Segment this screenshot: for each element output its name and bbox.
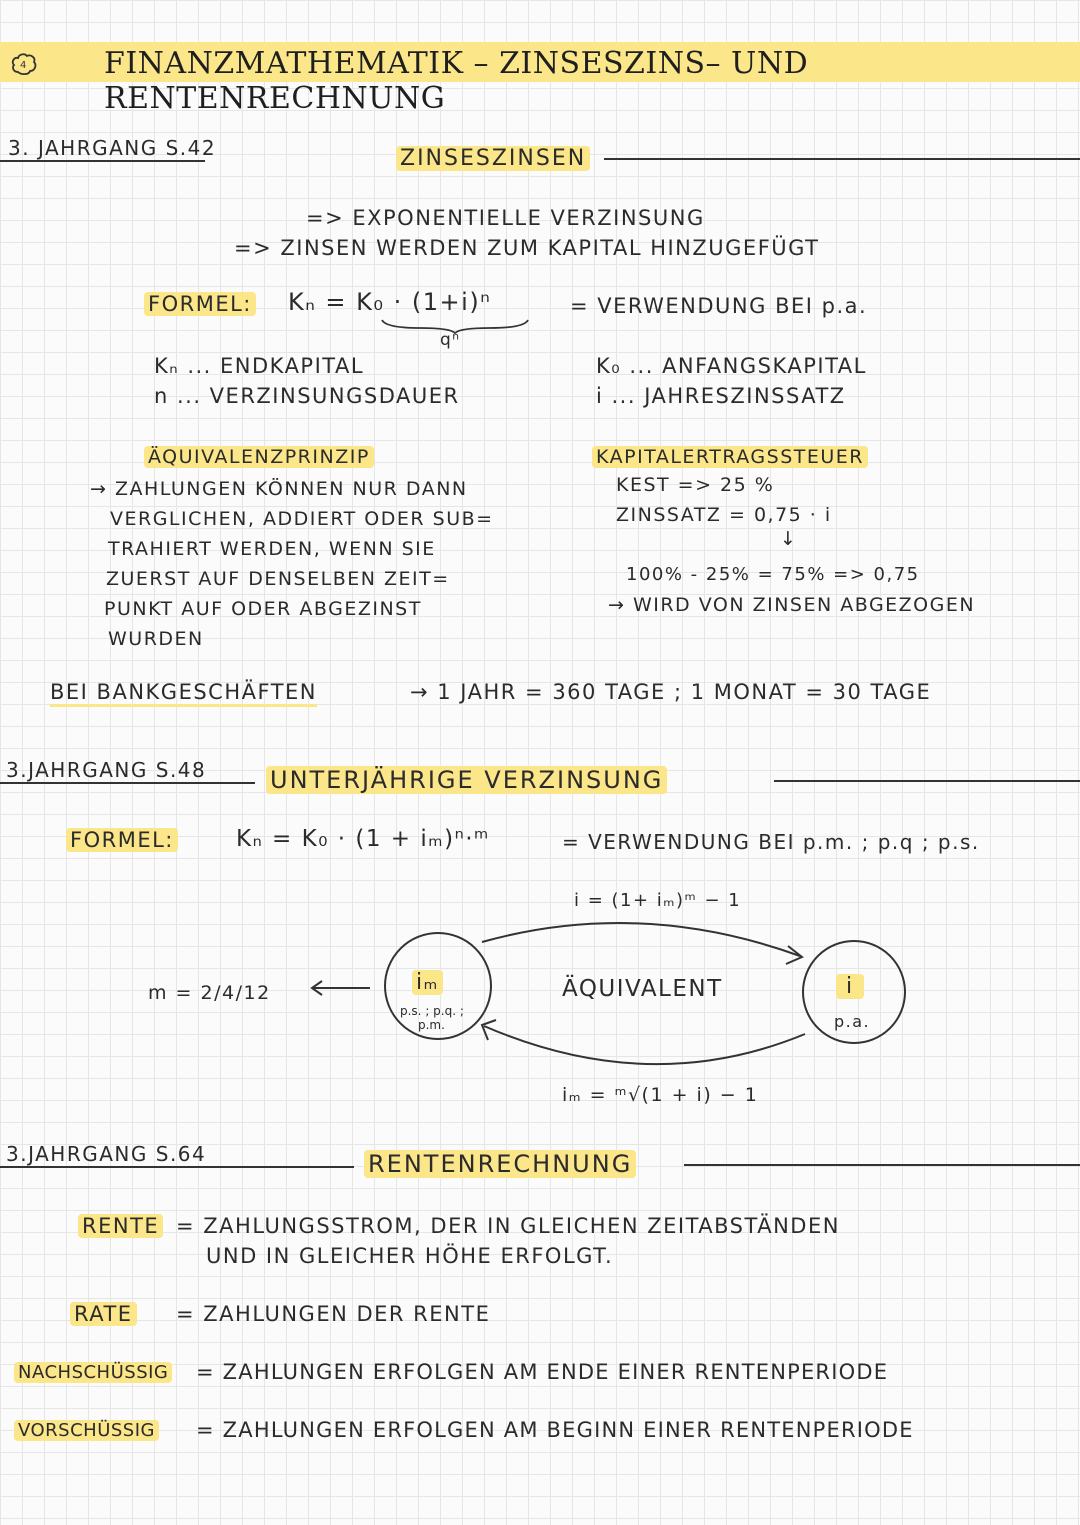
rente-definition-2: UND IN GLEICHER HÖHE ERFOLGT. <box>206 1244 614 1268</box>
im-periods-2: p.m. <box>418 1018 445 1032</box>
text-line: PUNKT AUF ODER ABGEZINST <box>104 598 422 620</box>
symbol-im: iₘ <box>412 970 443 995</box>
aequivalenz-text <box>90 474 494 654</box>
def-verzinsungsdauer: n ... VERZINSUNGSDAUER <box>154 384 460 408</box>
def-endkapital: Kₙ ... ENDKAPITAL <box>154 354 365 378</box>
def-anfangskapital: K₀ ... ANFANGSKAPITAL <box>596 354 867 378</box>
label-rate: RATE <box>70 1302 137 1326</box>
im-periods: p.s. ; p.q. ; <box>400 1004 464 1018</box>
kest-rate: KEST => 25 % <box>616 474 775 496</box>
formula-usage: = VERWENDUNG BEI p.a. <box>570 294 868 318</box>
divider <box>0 782 255 784</box>
section-ref-1: 3. JAHRGANG S.42 <box>8 136 217 160</box>
formula-label: FORMEL: <box>144 292 256 316</box>
nachschuessig-definition: = ZAHLUNGEN ERFOLGEN AM ENDE EINER RENTENPERIODE <box>196 1360 889 1384</box>
kest-zinssatz: ZINSSATZ = 0,75 · i <box>616 504 832 526</box>
section-ref-3: 3.JAHRGANG S.64 <box>6 1142 207 1166</box>
formula-unterjaehrig: Kₙ = K₀ · (1 + iₘ)ⁿ·ᵐ <box>236 826 490 852</box>
rente-definition-1: = ZAHLUNGSSTROM, DER IN GLEICHEN ZEITABSTÄNDEN <box>176 1214 840 1238</box>
text-line: TRAHIERT WERDEN, WENN SIE <box>108 538 436 560</box>
formula-i-from-im: i = (1+ iₘ)ᵐ − 1 <box>574 890 742 911</box>
kest-note: → WIRD VON ZINSEN ABGEZOGEN <box>608 594 976 616</box>
text-line: WURDEN <box>108 628 204 650</box>
heading-aequivalenzprinzip: ÄQUIVALENZPRINZIP <box>144 446 374 468</box>
formula-compound: Kₙ = K₀ · (1+i)ⁿ <box>288 288 492 316</box>
section-ref-2: 3.JAHRGANG S.48 <box>6 758 207 782</box>
formula-label-2: FORMEL: <box>66 828 178 852</box>
divider <box>0 1166 354 1168</box>
section-heading-zinseszinsen: ZINSESZINSEN <box>396 146 590 171</box>
down-arrow-icon: ↓ <box>780 528 798 550</box>
bank-label: BEI BANKGESCHÄFTEN <box>50 680 317 707</box>
def-jahreszinssatz: i ... JAHRESZINSSATZ <box>596 384 846 408</box>
label-rente: RENTE <box>78 1214 163 1238</box>
i-period: p.a. <box>834 1012 871 1031</box>
text-line: → ZAHLUNGEN KÖNNEN NUR DANN <box>90 478 468 500</box>
vorschuessig-definition: = ZAHLUNGEN ERFOLGEN AM BEGINN EINER RENTENPERIODE <box>196 1418 914 1442</box>
bullet-exponential: => EXPONENTIELLE VERZINSUNG <box>306 206 705 230</box>
brain-icon <box>10 50 38 78</box>
label-vorschuessig: VORSCHÜSSIG <box>14 1420 159 1441</box>
left-arrow-icon <box>308 978 372 998</box>
m-values: m = 2/4/12 <box>148 982 271 1004</box>
divider <box>0 160 205 162</box>
formula-q-n: qⁿ <box>440 330 461 350</box>
section-heading-rentenrechnung: RENTENRECHNUNG <box>364 1150 636 1178</box>
heading-kapitalertragssteuer: KAPITALERTRAGSSTEUER <box>592 446 868 468</box>
svg-text:4: 4 <box>20 60 27 71</box>
formula-im-from-i: iₘ = ᵐ√(1 + i) − 1 <box>562 1084 759 1106</box>
formula-usage-2: = VERWENDUNG BEI p.m. ; p.q ; p.s. <box>562 830 980 854</box>
label-aequivalent: ÄQUIVALENT <box>562 976 723 1002</box>
divider <box>604 158 1080 160</box>
divider <box>774 780 1080 782</box>
section-heading-unterjaehrig: UNTERJÄHRIGE VERZINSUNG <box>266 766 667 794</box>
kest-calc: 100% - 25% = 75% => 0,75 <box>626 564 920 585</box>
text-line: VERGLICHEN, ADDIERT ODER SUB= <box>110 508 494 530</box>
label-nachschuessig: NACHSCHÜSSIG <box>14 1362 172 1383</box>
rate-definition: = ZAHLUNGEN DER RENTE <box>176 1302 491 1326</box>
page-title: FINANZMATHEMATIK – ZINSESZINS– UND RENTENRECHNUNG <box>104 46 809 116</box>
bullet-interest-added: => ZINSEN WERDEN ZUM KAPITAL HINZUGEFÜGT <box>234 236 820 260</box>
bank-days: → 1 JAHR = 360 TAGE ; 1 MONAT = 30 TAGE <box>410 680 932 704</box>
symbol-i: i <box>836 974 864 999</box>
divider <box>684 1164 1080 1166</box>
text-line: ZUERST AUF DENSELBEN ZEIT= <box>106 568 450 590</box>
